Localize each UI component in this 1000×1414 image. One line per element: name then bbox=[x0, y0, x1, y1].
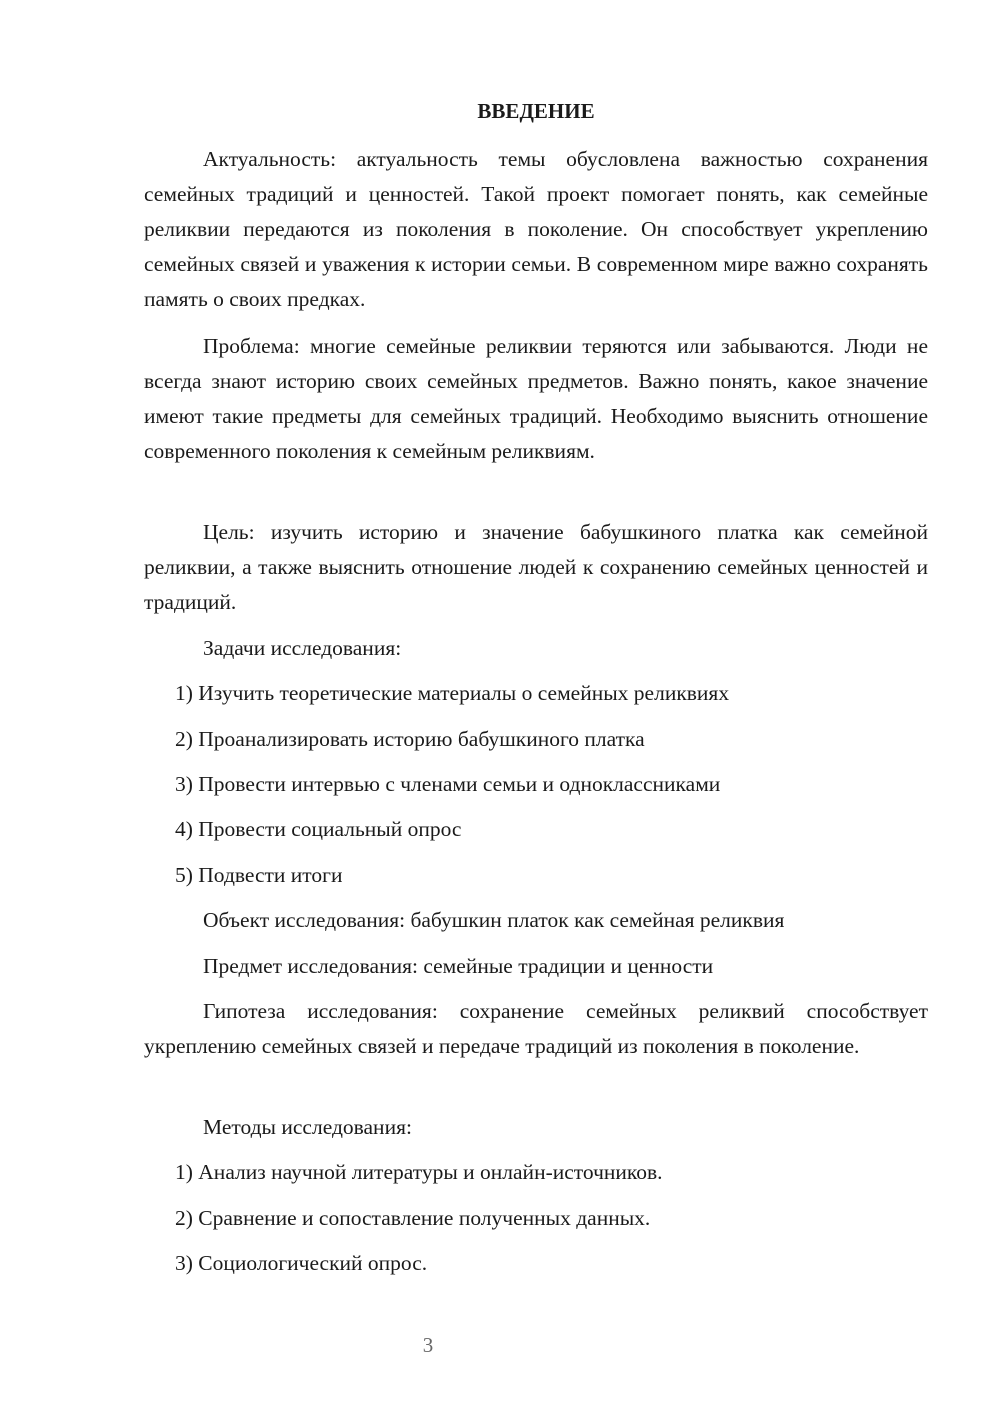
object-line: Объект исследования: бабушкин платок как семейная реликвия bbox=[203, 908, 785, 932]
methods-label: Методы исследования: bbox=[203, 1115, 412, 1139]
task-item: 1) Изучить теоретические материалы о семейных реликвиях bbox=[175, 681, 730, 705]
task-item: 4) Провести социальный опрос bbox=[175, 817, 462, 841]
tasks-label: Задачи исследования: bbox=[203, 636, 402, 660]
document-page bbox=[144, 0, 928, 1414]
page-number: 3 bbox=[422, 1333, 434, 1357]
task-item: 2) Проанализировать историю бабушкиного платка bbox=[175, 727, 645, 751]
task-item: 5) Подвести итоги bbox=[175, 863, 343, 887]
section-heading: ВВЕДЕНИЕ bbox=[477, 99, 595, 123]
problem-paragraph: Проблема: многие семейные реликвии теряются или забываются. Люди не всегда знают историю своих семейных предметов. Важно понять, какое значение имеют такие предметы для семейных традиций. Необходимо выяснить отношение современного поколения к семейным реликвиям. bbox=[144, 334, 928, 463]
method-item: 2) Сравнение и сопоставление полученных данных. bbox=[175, 1206, 651, 1230]
relevance-paragraph: Актуальность: актуальность темы обусловлена важностью сохранения семейных традиций и ценностей. Такой проект помогает понять, как семейные реликвии передаются из поколения в поколение. Он способствует укреплению семейных связей и уважения к истории семьи. В современном мире важно сохранять память о своих предках. bbox=[144, 147, 928, 311]
method-item: 1) Анализ научной литературы и онлайн-источников. bbox=[175, 1160, 663, 1184]
goal-paragraph: Цель: изучить историю и значение бабушкиного платка как семейной реликвии, а также выяснить отношение людей к сохранению семейных ценностей и традиций. bbox=[144, 520, 928, 614]
subject-line: Предмет исследования: семейные традиции и ценности bbox=[203, 954, 714, 978]
task-item: 3) Провести интервью с членами семьи и одноклассниками bbox=[175, 772, 721, 796]
hypothesis-paragraph: Гипотеза исследования: сохранение семейных реликвий способствует укреплению семейных связей и передаче традиций из поколения в поколение. bbox=[144, 999, 928, 1058]
method-item: 3) Социологический опрос. bbox=[175, 1251, 428, 1275]
